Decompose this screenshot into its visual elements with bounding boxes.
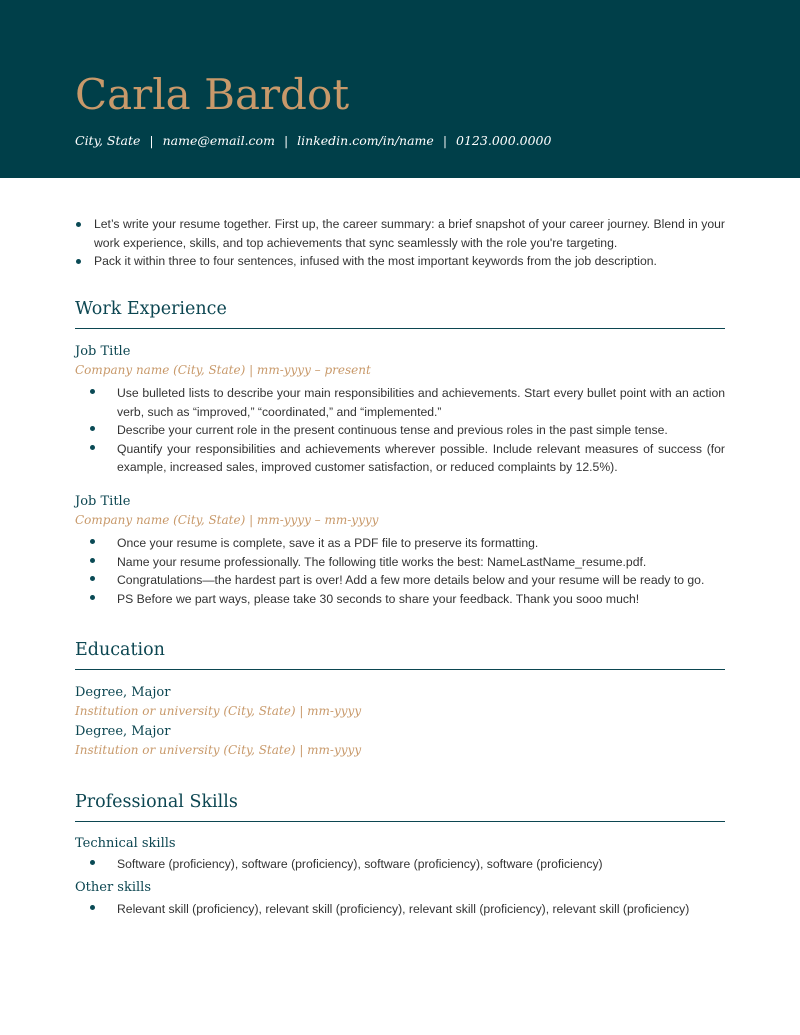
job-meta: Company name (City, State) | mm-yyyy – mm-yyyy — [75, 513, 379, 527]
degree-title: Degree, Major — [75, 724, 171, 739]
skill-list — [75, 855, 725, 874]
skill-list — [75, 900, 725, 919]
institution-meta: Institution or university (City, State) | mm-yyyy — [75, 743, 362, 757]
skill-item: Software (proficiency), software (proficiency), software (proficiency), software (proficiency) — [75, 855, 725, 874]
job-bullets — [75, 384, 725, 477]
resume-header — [0, 0, 800, 178]
skill-group-label: Other skills — [75, 880, 151, 895]
institution-meta: Institution or university (City, State) | mm-yyyy — [75, 704, 362, 718]
job-bullet: Describe your current role in the present continuous tense and previous roles in the past simple tense. — [75, 421, 725, 440]
contact-separator: | — [442, 133, 448, 148]
contact-separator: | — [149, 133, 154, 148]
section-divider — [75, 821, 725, 822]
job-bullet: Congratulations—the hardest part is over! Add a few more details below and your resume will be ready to go. — [75, 571, 725, 590]
summary-item: Let’s write your resume together. First up, the career summary: a brief snapshot of your career journey. Blend in your work experience, skills, and top achievements that sync seamlessly with the role you're targeting. — [75, 215, 725, 252]
contact-phone: 0123.000.0000 — [456, 133, 552, 148]
professional-skills-heading: Professional Skills — [75, 792, 238, 812]
education-heading: Education — [75, 640, 165, 660]
job-bullet: Name your resume professionally. The following title works the best: NameLastName_resume.pdf. — [75, 553, 725, 572]
skill-group-label: Technical skills — [75, 836, 176, 851]
section-divider — [75, 328, 725, 329]
contact-location: City, State — [75, 133, 141, 148]
contact-linkedin: linkedin.com/in/name — [297, 133, 434, 148]
job-title: Job Title — [75, 344, 131, 359]
contact-line — [75, 133, 551, 149]
contact-separator: | — [283, 133, 289, 148]
candidate-name: Carla Bardot — [75, 70, 350, 119]
work-experience-heading: Work Experience — [75, 299, 227, 319]
section-divider — [75, 669, 725, 670]
skill-item: Relevant skill (proficiency), relevant skill (proficiency), relevant skill (proficiency), relevant skill (proficiency) — [75, 900, 725, 919]
degree-title: Degree, Major — [75, 685, 171, 700]
contact-email: name@email.com — [162, 133, 275, 148]
career-summary — [75, 215, 725, 271]
job-title: Job Title — [75, 494, 131, 509]
job-bullet: Once your resume is complete, save it as a PDF file to preserve its formatting. — [75, 534, 725, 553]
job-meta: Company name (City, State) | mm-yyyy – present — [75, 363, 371, 377]
job-bullet: Quantify your responsibilities and achievements wherever possible. Include relevant measures of success (for example, increased sales, improved customer satisfaction, or reduced complaints by 12.5%). — [75, 440, 725, 477]
summary-item: Pack it within three to four sentences, infused with the most important keywords from the job description. — [75, 252, 725, 271]
job-bullet: Use bulleted lists to describe your main responsibilities and achievements. Start every bullet point with an action verb, such as “improved,” “coordinated,” and “implemented.” — [75, 384, 725, 421]
job-bullets — [75, 534, 725, 608]
job-bullet: PS Before we part ways, please take 30 seconds to share your feedback. Thank you sooo much! — [75, 590, 725, 609]
